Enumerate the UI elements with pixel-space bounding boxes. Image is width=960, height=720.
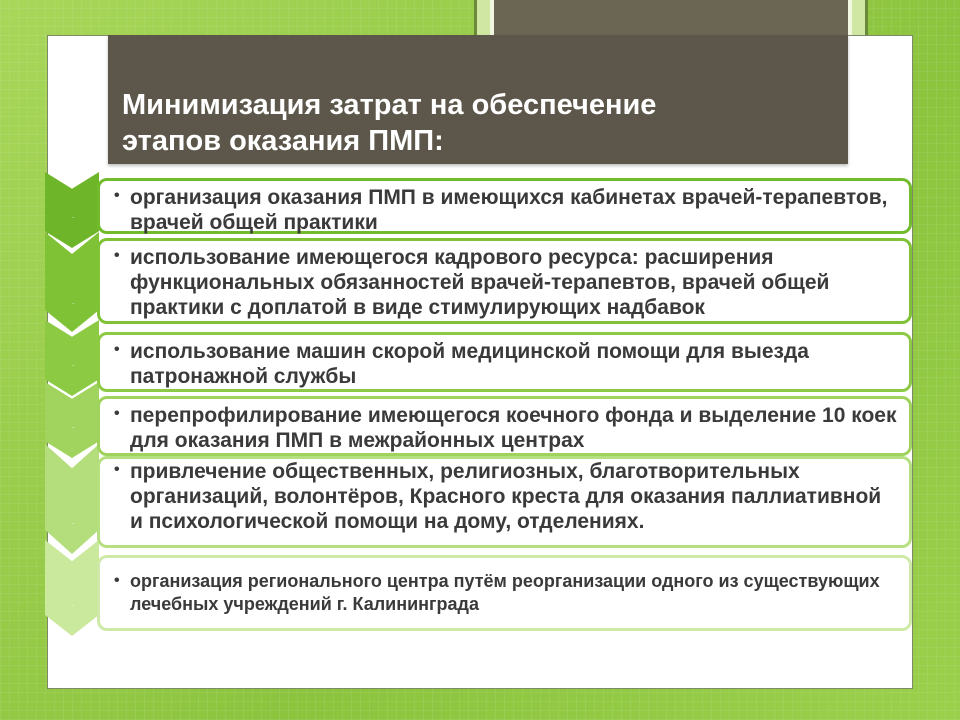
item-text: организация оказания ПМП в имеющихся кабинетах врачей-терапевтов, врачей общей практики: [130, 186, 888, 234]
list-item-5: [97, 456, 912, 548]
bullet: •: [114, 187, 120, 204]
title-line-2: этапов оказания ПМП:: [122, 125, 444, 157]
item-text: привлечение общественных, религиозных, благотворительных организаций, волонтёров, Красного креста для оказания паллиативной и психологической помощи на дому, отделениях.: [130, 460, 882, 533]
list-item-6: [97, 555, 912, 631]
item-text: использование машин скорой медицинской помощи для выезда патронажной службы: [130, 340, 809, 388]
bullet: •: [114, 461, 120, 478]
chevron-marker-2: .: [72, 297, 75, 306]
bullet: •: [114, 405, 120, 422]
list-item-2: [97, 238, 912, 324]
list-item-3: [97, 332, 912, 392]
bullet: •: [114, 247, 120, 264]
list-item-4: [97, 396, 912, 456]
chevron-marker-4: .: [72, 421, 75, 430]
chevron-marker-1: .: [72, 211, 75, 220]
chevron-marker-3: .: [72, 359, 75, 368]
title-line-1: Минимизация затрат на обеспечение: [122, 89, 657, 121]
bullet: •: [114, 341, 120, 358]
chevron-marker-5: .: [72, 517, 75, 526]
chevron-marker-6: .: [72, 599, 75, 608]
slide-title: [108, 35, 848, 164]
item-text: перепрофилирование имеющегося коечного фонда и выделение 10 коек для оказания ПМП в межрайонных центрах: [130, 404, 897, 452]
item-text: организация регионального центра путём реорганизации одного из существующих лечебных учреждений г. Калининграда: [130, 571, 880, 614]
item-text: использование имеющегося кадрового ресурса: расширения функциональных обязанностей врачей-терапевтов, врачей общей практики с доплатой в виде стимулирующих надбавок: [130, 246, 830, 319]
bullet: •: [114, 572, 120, 589]
list-item-1: [97, 178, 912, 234]
